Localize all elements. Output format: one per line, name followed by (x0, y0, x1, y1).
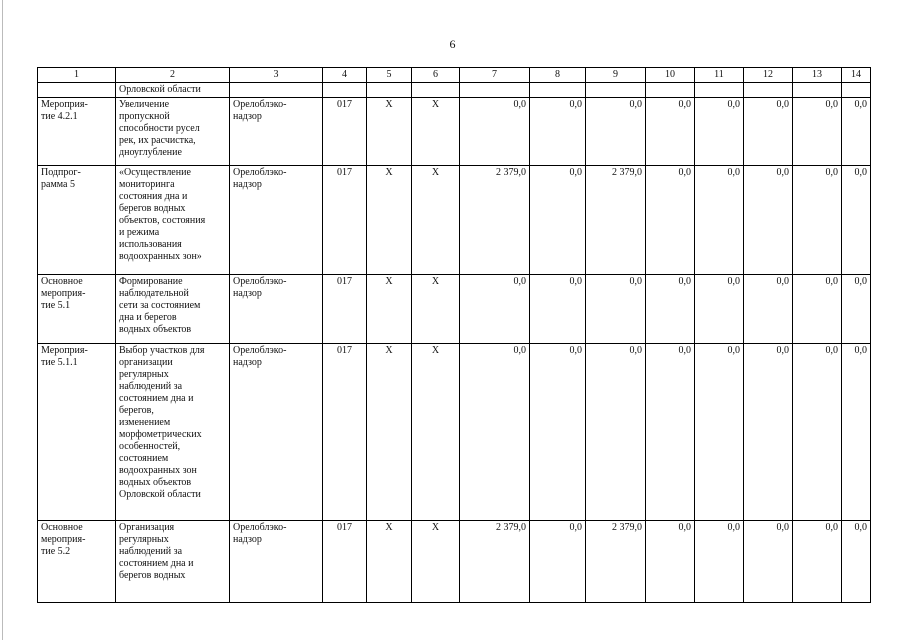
row-col5-cell: Х (367, 520, 412, 602)
row-name-cell: Организация регулярных наблюдений за состоянием дна и берегов водных (116, 520, 230, 602)
row-col13-cell: 0,0 (793, 343, 842, 520)
table-row (38, 343, 871, 520)
row-col5-cell: Х (367, 166, 412, 275)
continuation-row (38, 83, 871, 98)
row-executor-cell: Орелоблэко- надзор (230, 343, 323, 520)
header-cell: 2 (116, 68, 230, 83)
header-cell: 3 (230, 68, 323, 83)
row-col12-cell: 0,0 (744, 275, 793, 343)
row-name-cell: «Осуществление мониторинга состояния дна и берегов водных объектов, состояния и режима использования водоохранных зон» (116, 166, 230, 275)
row-grbs-cell: 017 (323, 98, 367, 166)
row-col13-cell: 0,0 (793, 98, 842, 166)
row-executor-cell: Орелоблэко- надзор (230, 520, 323, 602)
row-col12-cell: 0,0 (744, 343, 793, 520)
row-name-cell: Выбор участков для организации регулярных наблюдений за состоянием дна и берегов, изменением морфометрических особенностей, состоянием водоохранных зон водных объектов Орловской области (116, 343, 230, 520)
row-col8-cell: 0,0 (530, 343, 586, 520)
continuation-text: Орловской области (116, 83, 230, 98)
row-col12-cell: 0,0 (744, 166, 793, 275)
table-body (38, 98, 871, 603)
row-col7-cell: 2 379,0 (460, 166, 530, 275)
header-cell: 13 (793, 68, 842, 83)
row-name-cell: Увеличение пропускной способности русел рек, их расчистка, дноуглубление (116, 98, 230, 166)
header-cell: 4 (323, 68, 367, 83)
row-name-cell: Формирование наблюдательной сети за состоянием дна и берегов водных объектов (116, 275, 230, 343)
row-col12-cell: 0,0 (744, 520, 793, 602)
header-cell: 11 (695, 68, 744, 83)
row-code-cell: Основное мероприя- тие 5.2 (38, 520, 116, 602)
row-col13-cell: 0,0 (793, 275, 842, 343)
table-row (38, 520, 871, 602)
row-col12-cell: 0,0 (744, 98, 793, 166)
row-code-cell: Мероприя- тие 4.2.1 (38, 98, 116, 166)
row-col8-cell: 0,0 (530, 275, 586, 343)
row-col11-cell: 0,0 (695, 275, 744, 343)
row-code-cell: Подпрог- рамма 5 (38, 166, 116, 275)
header-cell: 8 (530, 68, 586, 83)
row-col9-cell: 2 379,0 (586, 166, 646, 275)
row-col5-cell: Х (367, 343, 412, 520)
row-grbs-cell: 017 (323, 166, 367, 275)
row-col7-cell: 0,0 (460, 98, 530, 166)
row-col7-cell: 2 379,0 (460, 520, 530, 602)
row-col6-cell: Х (412, 343, 460, 520)
row-col5-cell: Х (367, 275, 412, 343)
page-number: 6 (449, 37, 456, 51)
row-col7-cell: 0,0 (460, 275, 530, 343)
row-col9-cell: 0,0 (586, 275, 646, 343)
row-executor-cell: Орелоблэко- надзор (230, 275, 323, 343)
row-col9-cell: 2 379,0 (586, 520, 646, 602)
row-col6-cell: Х (412, 98, 460, 166)
scan-left-edge (2, 0, 3, 640)
table-row (38, 166, 871, 275)
header-row (38, 68, 871, 83)
header-cell: 9 (586, 68, 646, 83)
row-col6-cell: Х (412, 520, 460, 602)
row-grbs-cell: 017 (323, 343, 367, 520)
row-col5-cell: Х (367, 98, 412, 166)
row-col6-cell: Х (412, 166, 460, 275)
row-code-cell: Мероприя- тие 5.1.1 (38, 343, 116, 520)
row-col10-cell: 0,0 (646, 520, 695, 602)
row-col9-cell: 0,0 (586, 98, 646, 166)
row-col8-cell: 0,0 (530, 98, 586, 166)
row-col14-cell: 0,0 (842, 166, 871, 275)
row-col8-cell: 0,0 (530, 520, 586, 602)
header-cell: 7 (460, 68, 530, 83)
row-col14-cell: 0,0 (842, 343, 871, 520)
row-col9-cell: 0,0 (586, 343, 646, 520)
row-col13-cell: 0,0 (793, 166, 842, 275)
row-col14-cell: 0,0 (842, 275, 871, 343)
header-cell: 5 (367, 68, 412, 83)
row-col11-cell: 0,0 (695, 166, 744, 275)
row-col11-cell: 0,0 (695, 343, 744, 520)
row-executor-cell: Орелоблэко- надзор (230, 98, 323, 166)
row-code-cell: Основное мероприя- тие 5.1 (38, 275, 116, 343)
row-col8-cell: 0,0 (530, 166, 586, 275)
row-col13-cell: 0,0 (793, 520, 842, 602)
header-cell: 6 (412, 68, 460, 83)
table-row (38, 98, 871, 166)
table-row (38, 275, 871, 343)
header-cell: 1 (38, 68, 116, 83)
header-cell: 14 (842, 68, 871, 83)
row-grbs-cell: 017 (323, 275, 367, 343)
row-executor-cell: Орелоблэко- надзор (230, 166, 323, 275)
row-col10-cell: 0,0 (646, 343, 695, 520)
row-col14-cell: 0,0 (842, 98, 871, 166)
header-cell: 10 (646, 68, 695, 83)
header-cell: 12 (744, 68, 793, 83)
budget-table (37, 67, 871, 603)
row-col6-cell: Х (412, 275, 460, 343)
row-grbs-cell: 017 (323, 520, 367, 602)
row-col14-cell: 0,0 (842, 520, 871, 602)
row-col11-cell: 0,0 (695, 98, 744, 166)
row-col10-cell: 0,0 (646, 275, 695, 343)
row-col10-cell: 0,0 (646, 98, 695, 166)
row-col11-cell: 0,0 (695, 520, 744, 602)
row-col7-cell: 0,0 (460, 343, 530, 520)
row-col10-cell: 0,0 (646, 166, 695, 275)
